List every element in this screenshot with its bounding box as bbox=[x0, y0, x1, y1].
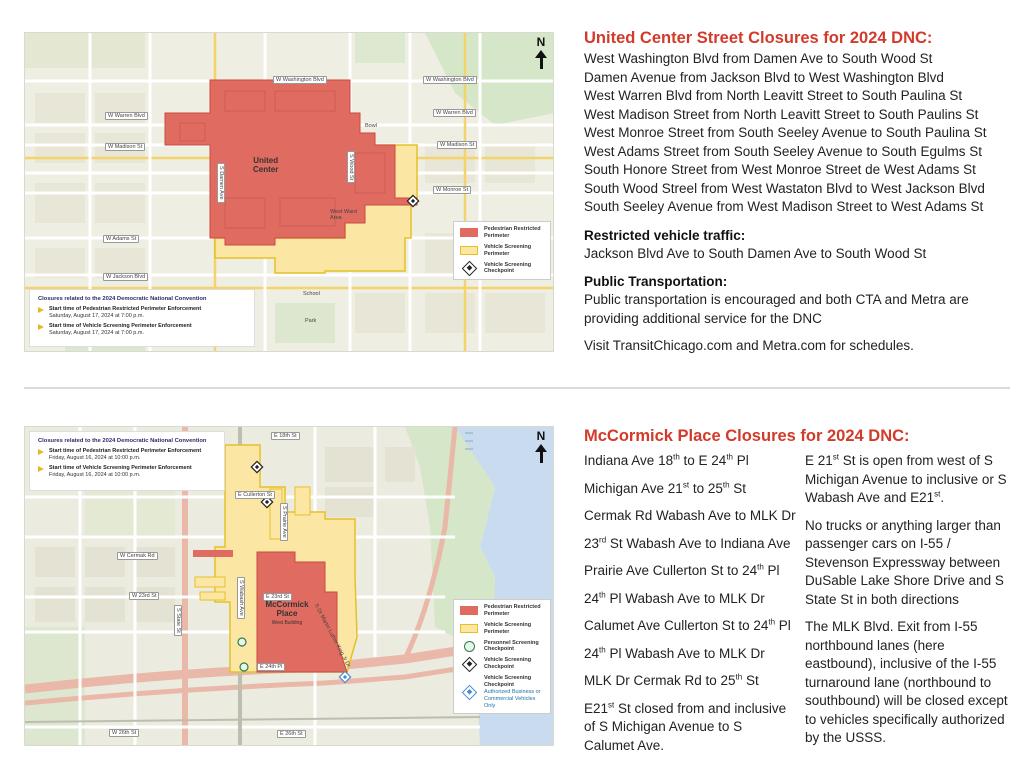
checkpoint-icon bbox=[462, 261, 478, 277]
north-arrow-icon bbox=[535, 50, 547, 58]
personnel-checkpoint-icon bbox=[464, 641, 475, 652]
label-e-24th: E 24th Pl bbox=[257, 663, 285, 671]
legend-checkpoint: Vehicle Screening Checkpoint bbox=[460, 262, 544, 276]
label-s-damen: S Damen Ave bbox=[217, 163, 225, 203]
label-w-madison-west: W Madison St bbox=[105, 143, 145, 151]
closure-item: West Washington Blvd from Damen Ave to South Wood St bbox=[584, 51, 933, 66]
closure-item: 23rd St Wabash Ave to Indiana Ave bbox=[584, 535, 791, 551]
closure-item: MLK Dr Cermak Rd to 25th St bbox=[584, 672, 759, 688]
closure-item: Calumet Ave Cullerton St to 24th Pl bbox=[584, 617, 791, 633]
restricted-text: Jackson Blvd Ave to South Damen Ave to South Wood St bbox=[584, 245, 927, 261]
legend-vehicle: Vehicle Screening Perimeter bbox=[460, 622, 544, 636]
united-center-legend bbox=[453, 221, 551, 280]
label-w-madison-east: W Madison St bbox=[437, 141, 477, 149]
closure-note: The MLK Blvd. Exit from I-55 northbound lanes (here eastbound), inclusive of the I-55 turnaround lane (northbound to southbound) will be closed except to vehicles specifically authorized by the USSS. bbox=[805, 619, 1008, 745]
closure-item: South Honore Street from West Monroe Street de West Adams St bbox=[584, 162, 976, 177]
mccormick-closures-col2 bbox=[805, 452, 1015, 757]
closure-item: 24th Pl Wabash Ave to MLK Dr bbox=[584, 590, 765, 606]
triangle-icon bbox=[38, 324, 44, 330]
united-center-text bbox=[584, 28, 1014, 356]
closure-item: Cermak Rd Wabash Ave to MLK Dr bbox=[584, 508, 796, 523]
closure-item: Indiana Ave 18th to E 24th Pl bbox=[584, 452, 749, 468]
label-w-23rd: W 23rd St bbox=[129, 592, 159, 600]
label-w-washington-east: W Washington Blvd bbox=[423, 76, 477, 84]
mccormick-map bbox=[24, 426, 554, 746]
label-s-state: S State St bbox=[174, 605, 182, 636]
vehicle-swatch bbox=[460, 246, 478, 255]
mccormick-legend bbox=[453, 599, 551, 714]
closure-note: E 21st St is open from west of S Michigan Avenue to inclusive or S Wabash Ave and E21st. bbox=[805, 452, 1007, 505]
label-s-prairie: S Prairie Ave bbox=[280, 503, 288, 541]
visit-text: Visit TransitChicago.com and Metra.com for schedules. bbox=[584, 338, 914, 353]
transport-text: Public transportation is encouraged and both CTA and Metra are providing additional service for the DNC bbox=[584, 292, 969, 326]
label-w-warren-east: W Warren Blvd bbox=[433, 109, 476, 117]
label-west-ward: West Ward Area bbox=[330, 209, 357, 221]
united-center-map bbox=[24, 32, 554, 352]
closure-item: Damen Avenue from Jackson Blvd to West Washington Blvd bbox=[584, 69, 944, 85]
label-s-wood: S Wood St bbox=[347, 151, 355, 183]
transport-heading: Public Transportation: bbox=[584, 274, 728, 289]
label-park: Park bbox=[305, 318, 317, 324]
label-w-washington-west: W Washington Blvd bbox=[273, 76, 327, 84]
legend-pedestrian: Pedestrian Restricted Perimeter bbox=[460, 226, 544, 240]
label-e-23rd: E 23rd St bbox=[263, 593, 292, 601]
label-e-cullerton: E Cullerton St bbox=[235, 491, 275, 499]
label-school: School bbox=[303, 291, 320, 297]
vehicle-swatch bbox=[460, 624, 478, 633]
legend-vehicle: Vehicle Screening Perimeter bbox=[460, 244, 544, 258]
section-divider bbox=[24, 387, 1010, 389]
north-arrow-icon bbox=[535, 444, 547, 452]
closure-note: No trucks or anything larger than passenger cars on I-55 / Stevenson Expressway between DuSable Lake Shore Drive and S State St in both directions bbox=[805, 517, 1004, 607]
label-w-cermak: W Cermak Rd bbox=[117, 552, 158, 560]
label-w-adams: W Adams St bbox=[103, 235, 139, 243]
closure-item: West Monroe Street from South Seeley Avenue to South Paulina St bbox=[584, 125, 987, 140]
closure-item: West Warren Blvd from North Leavitt Street to South Paulina St bbox=[584, 88, 963, 103]
united-center-heading: United Center Street Closures for 2024 DNC: bbox=[584, 29, 933, 47]
triangle-icon bbox=[38, 449, 44, 455]
mccormick-timeline: Closures related to the 2024 Democratic National Convention Start time of Pedestrian Restricted Perimeter Enforcement Friday, August 16, 2024 at 10:00 p.m. Start time of Vehicle Screening Perimeter Enforcement Friday, August 16, 2024 at 10:00 p.m. bbox=[29, 431, 225, 491]
mccormick-heading: McCormick Place Closures for 2024 DNC: bbox=[584, 427, 910, 445]
restricted-heading: Restricted vehicle traffic: bbox=[584, 227, 746, 243]
closure-item: South Wood Streel from West Wastaton Blvd to West Jackson Blvd bbox=[584, 180, 985, 196]
north-arrow: N bbox=[531, 429, 551, 463]
timeline-item: Start time of Pedestrian Restricted Perimeter Enforcement Friday, August 16, 2024 at 10:00 p.m. bbox=[38, 448, 216, 462]
north-arrow: N bbox=[531, 35, 551, 69]
united-center-label: United Center bbox=[253, 156, 279, 174]
label-bowl: Bowl bbox=[365, 123, 377, 129]
legend-auth-checkpoint: Vehicle Screening Checkpoint Authorized Business or Commercial Vehicles Only bbox=[460, 675, 544, 709]
legend-pedestrian: Pedestrian Restricted Perimeter bbox=[460, 604, 544, 618]
pedestrian-swatch bbox=[460, 228, 478, 237]
closure-item: Prairie Ave Cullerton St to 24th Pl bbox=[584, 562, 780, 578]
label-e-26th: E 26th St bbox=[277, 730, 306, 738]
triangle-icon bbox=[38, 466, 44, 472]
timeline-item: Start time of Vehicle Screening Perimeter Enforcement Saturday, August 17, 2024 at 7:00 p.m. bbox=[38, 323, 246, 337]
mccormick-text bbox=[584, 426, 1014, 448]
label-w-monroe: W Monroe St bbox=[433, 186, 471, 194]
label-s-wabash: S Wabash Ave bbox=[237, 577, 245, 619]
label-w-26th: W 26th St bbox=[109, 729, 139, 737]
timeline-item: Start time of Pedestrian Restricted Perimeter Enforcement Saturday, August 17, 2024 at 7:00 p.m. bbox=[38, 306, 246, 320]
closure-item: South Seeley Avenue from West Madison Street to West Adams St bbox=[584, 199, 984, 214]
closure-item: Michigan Ave 21st to 25th St bbox=[584, 480, 747, 496]
legend-personnel: Personnel Screening Checkpoint bbox=[460, 640, 544, 654]
closure-item: West Adams Street from South Seeley Avenue to South Egulms St bbox=[584, 143, 982, 159]
legend-checkpoint: Vehicle Screening Checkpoint bbox=[460, 657, 544, 671]
pedestrian-swatch bbox=[460, 606, 478, 615]
timeline-item: Start time of Vehicle Screening Perimeter Enforcement Friday, August 16, 2024 at 10:00 p.m. bbox=[38, 465, 216, 479]
label-e-18th: E 18th St bbox=[271, 432, 300, 440]
mccormick-place-label: McCormick Place West Building bbox=[265, 600, 309, 626]
checkpoint-icon bbox=[462, 656, 478, 672]
united-center-timeline: Closures related to the 2024 Democratic National Convention Start time of Pedestrian Restricted Perimeter Enforcement Saturday, August 17, 2024 at 7:00 p.m. Start time of Vehicle Screening Perimeter Enforcement Saturday, August 17, 2024 at 7:00 p.m. bbox=[29, 289, 255, 347]
closure-item: 24th Pl Wabash Ave to MLK Dr bbox=[584, 645, 765, 661]
authorized-checkpoint-icon bbox=[462, 684, 478, 700]
mccormick-closures-col1 bbox=[584, 452, 796, 764]
triangle-icon bbox=[38, 307, 44, 313]
closure-item: West Madison Street from North Leavitt Street to South Paulins St bbox=[584, 106, 979, 122]
label-w-warren-west: W Warren Blvd bbox=[105, 112, 148, 120]
label-mlk: S Dr Martin Luther King Jr Dr bbox=[312, 603, 352, 669]
label-w-jackson: W Jackson Blvd bbox=[103, 273, 148, 281]
closure-item: E21st St closed from and inclusive of S Michigan Avenue to S Calumet Ave. bbox=[584, 700, 787, 753]
